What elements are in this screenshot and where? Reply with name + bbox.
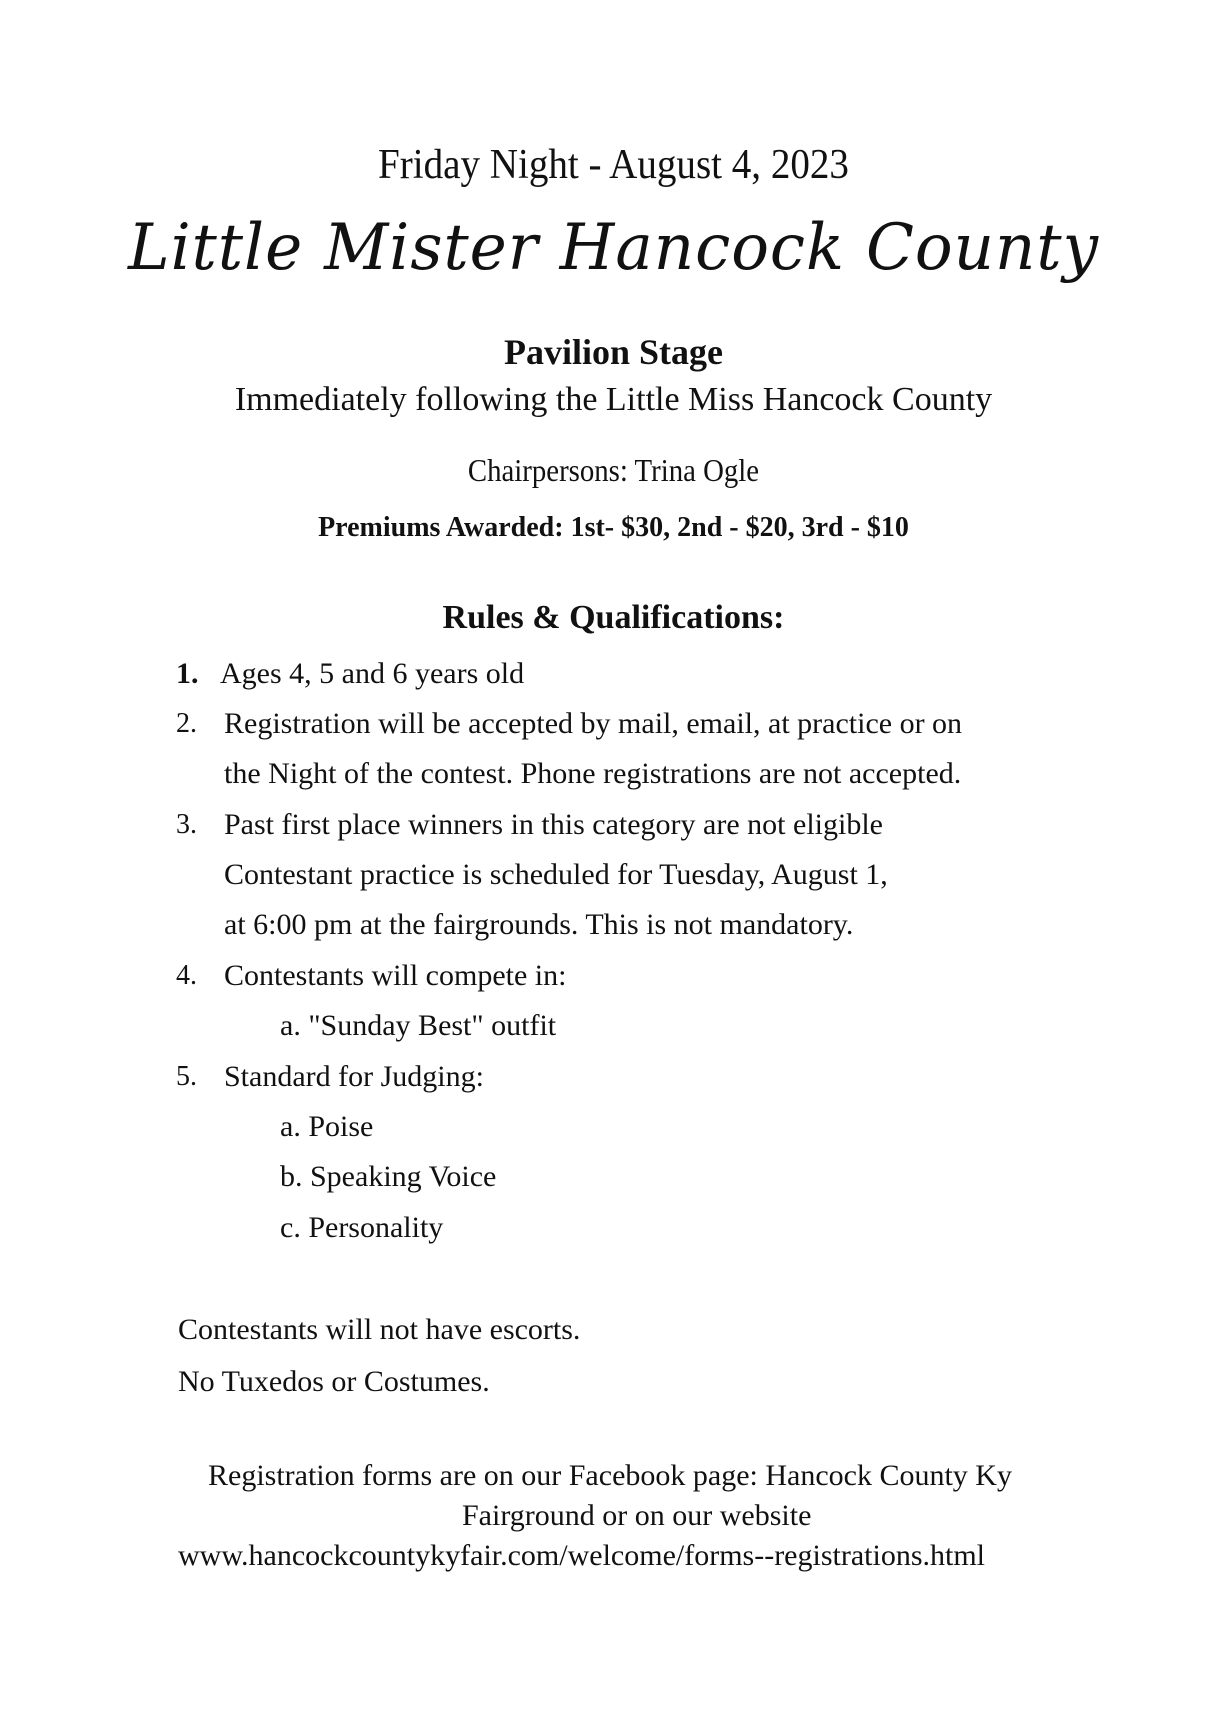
rule-number: 2. — [176, 708, 197, 739]
rule-line: Contestant practice is scheduled for Tuesday, August 1, — [224, 858, 888, 891]
rules-heading: Rules & Qualifications: — [442, 599, 785, 636]
rule-number: 4. — [176, 960, 197, 991]
note-attire: No Tuxedos or Costumes. — [178, 1365, 490, 1398]
event-title: Little Mister Hancock County — [128, 211, 1099, 285]
rule-subitem: a. "Sunday Best" outfit — [280, 1009, 557, 1042]
rule-subitem: b. Speaking Voice — [280, 1160, 497, 1193]
rule-line: the Night of the contest. Phone registrations are not accepted. — [224, 757, 962, 790]
rule-line: Contestants will compete in: — [224, 959, 567, 992]
rule-line: Registration will be accepted by mail, email, at practice or on — [224, 707, 963, 740]
rule-line: at 6:00 pm at the fairgrounds. This is not mandatory. — [224, 908, 854, 941]
event-timing: Immediately following the Little Miss Hancock County — [234, 381, 993, 418]
rule-subitem: c. Personality — [280, 1211, 444, 1244]
footer-line-2: Fairground or on our website — [462, 1499, 812, 1532]
premiums: Premiums Awarded: 1st- $30, 2nd - $20, 3rd - $10 — [318, 512, 909, 543]
footer-line-1: Registration forms are on our Facebook page: Hancock County Ky — [208, 1459, 1012, 1492]
website-url: www.hancockcountykyfair.com/welcome/forms--registrations.html — [178, 1539, 985, 1572]
rule-line: Past first place winners in this category are not eligible — [224, 808, 883, 841]
event-date: Friday Night - August 4, 2023 — [378, 142, 849, 188]
rule-line: Standard for Judging: — [224, 1060, 484, 1093]
rule-number: 1. — [176, 657, 199, 690]
rule-number: 5. — [176, 1061, 197, 1092]
rule-subitem: a. Poise — [280, 1110, 374, 1143]
rule-line: Ages 4, 5 and 6 years old — [220, 657, 525, 690]
venue: Pavilion Stage — [503, 332, 723, 372]
chairpersons: Chairpersons: Trina Ogle — [467, 452, 760, 488]
note-escorts: Contestants will not have escorts. — [178, 1313, 581, 1346]
rule-number: 3. — [176, 809, 197, 840]
